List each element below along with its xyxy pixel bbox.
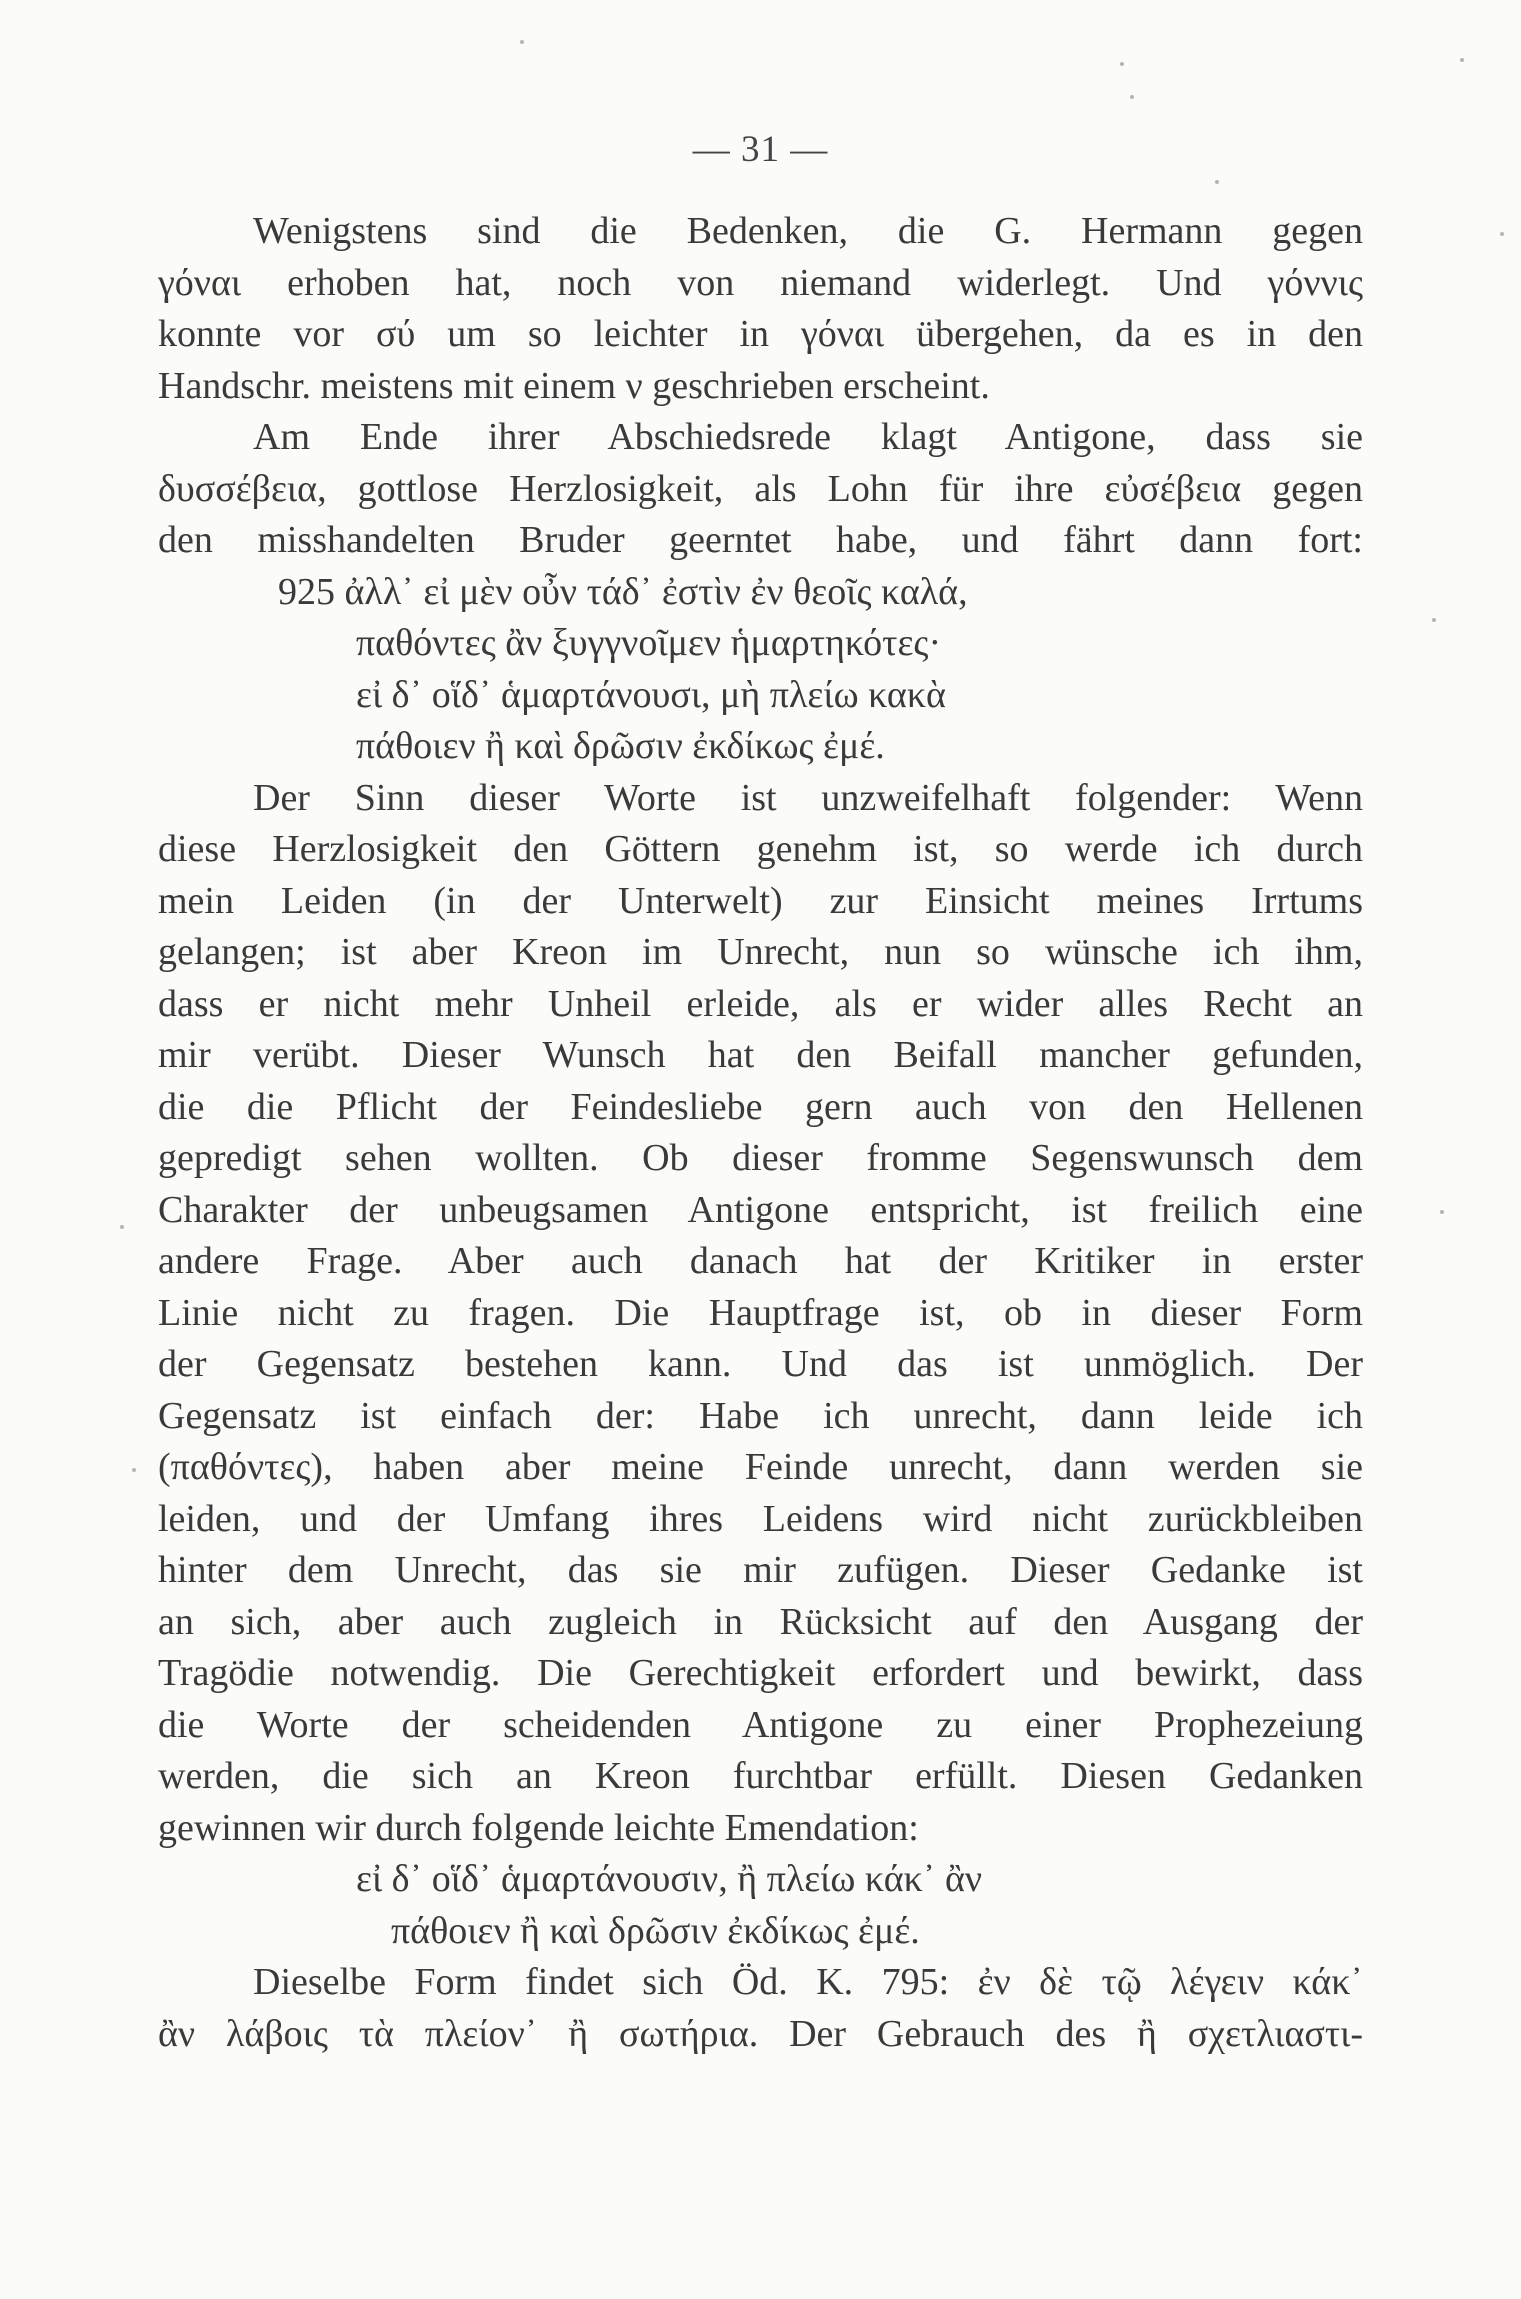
text-line: gewinnen wir durch folgende leichte Emendation:	[158, 1806, 919, 1849]
text-line: Wenigstens sind die Bedenken, die G. Hermann gegen	[253, 210, 1363, 252]
text-line: der Gegensatz bestehen kann. Und das ist unmöglich. Der	[158, 1343, 1363, 1385]
greek-verse-line: 925 ἀλλ᾽ εἰ μὲν οὖν τάδ᾽ ἐστὶν ἐν θεοῖς καλά,	[278, 570, 968, 613]
text-line: ἂν λάβοις τὰ πλείον᾽ ἢ σωτήρια. Der Gebrauch des ἢ σχετλιαστι-	[158, 2012, 1363, 2055]
text-line: mein Leiden (in der Unterwelt) zur Einsicht meines Irrtums	[158, 879, 1363, 922]
greek-verse-line: πάθοιεν ἢ καὶ δρῶσιν ἐκδίκως ἐμέ.	[356, 725, 885, 767]
text-line: Der Sinn dieser Worte ist unzweifelhaft folgender: Wenn	[253, 776, 1363, 819]
scan-speck	[1500, 232, 1504, 236]
text-line: leiden, und der Umfang ihres Leidens wird nicht zurückbleiben	[158, 1497, 1363, 1540]
text-line: γόναι erhoben hat, noch von niemand widerlegt. Und γόννις	[158, 261, 1363, 304]
body-text	[158, 206, 1363, 2060]
text-line: Charakter der unbeugsamen Antigone entspricht, ist freilich eine	[158, 1188, 1363, 1231]
text-line: Am Ende ihrer Abschiedsrede klagt Antigone, dass sie	[253, 416, 1363, 458]
greek-verse-line: εἰ δ᾽ οἵδ᾽ ἁμαρτάνουσι, μὴ πλείω κακὰ	[356, 673, 946, 716]
page-number: — 31 —	[692, 129, 829, 170]
text-line: Tragödie notwendig. Die Gerechtigkeit erfordert und bewirkt, dass	[158, 1652, 1363, 1694]
scan-speck	[1120, 62, 1124, 66]
text-line: diese Herzlosigkeit den Göttern genehm ist, so werde ich durch	[158, 828, 1363, 870]
text-line: die die Pflicht der Feindesliebe gern auch von den Hellenen	[158, 1085, 1363, 1128]
text-line: konnte vor σύ um so leichter in γόναι übergehen, da es in den	[158, 313, 1363, 355]
greek-verse-line: παθόντες ἂν ξυγγνοῖμεν ἡμαρτηκότες·	[356, 622, 942, 664]
scan-speck	[1130, 95, 1134, 99]
scan-speck	[132, 1468, 136, 1472]
scan-speck	[1460, 58, 1464, 62]
text-line: an sich, aber auch zugleich in Rücksicht auf den Ausgang der	[158, 1600, 1363, 1643]
text-line: die Worte der scheidenden Antigone zu einer Prophezeiung	[158, 1703, 1363, 1746]
text-line: dass er nicht mehr Unheil erleide, als er wider alles Recht an	[158, 982, 1363, 1025]
scan-speck	[1215, 180, 1219, 184]
text-line: werden, die sich an Kreon furchtbar erfüllt. Diesen Gedanken	[158, 1755, 1363, 1797]
scan-speck	[1440, 1210, 1444, 1214]
text-line: δυσσέβεια, gottlose Herzlosigkeit, als Lohn für ihre εὐσέβεια gegen	[158, 467, 1363, 510]
text-line: Handschr. meistens mit einem ν geschrieben erscheint.	[158, 364, 990, 407]
text-line: Linie nicht zu fragen. Die Hauptfrage ist, ob in dieser Form	[158, 1291, 1363, 1334]
greek-emendation-line: πάθοιεν ἢ καὶ δρῶσιν ἐκδίκως ἐμέ.	[391, 1909, 920, 1952]
text-line: Dieselbe Form findet sich Öd. K. 795: ἐν δὲ τῷ λέγειν κάκ᾽	[253, 1961, 1363, 2003]
greek-emendation-line: εἰ δ᾽ οἵδ᾽ ἁμαρτάνουσιν, ἢ πλείω κάκ᾽ ἂν	[356, 1858, 983, 1900]
scan-speck	[1432, 618, 1436, 622]
text-line: Gegensatz ist einfach der: Habe ich unrecht, dann leide ich	[158, 1394, 1363, 1437]
text-line: (παθόντες), haben aber meine Feinde unrecht, dann werden sie	[158, 1446, 1363, 1488]
text-line: andere Frage. Aber auch danach hat der Kritiker in erster	[158, 1240, 1363, 1282]
text-line: hinter dem Unrecht, das sie mir zufügen. Dieser Gedanke ist	[158, 1549, 1363, 1591]
text-line: gelangen; ist aber Kreon im Unrecht, nun so wünsche ich ihm,	[158, 931, 1363, 973]
text-line: mir verübt. Dieser Wunsch hat den Beifall mancher gefunden,	[158, 1034, 1363, 1076]
text-line: gepredigt sehen wollten. Ob dieser fromme Segenswunsch dem	[158, 1137, 1363, 1179]
text-line: den misshandelten Bruder geerntet habe, und fährt dann fort:	[158, 519, 1363, 561]
scan-speck	[120, 1225, 124, 1229]
scan-speck	[520, 40, 524, 44]
